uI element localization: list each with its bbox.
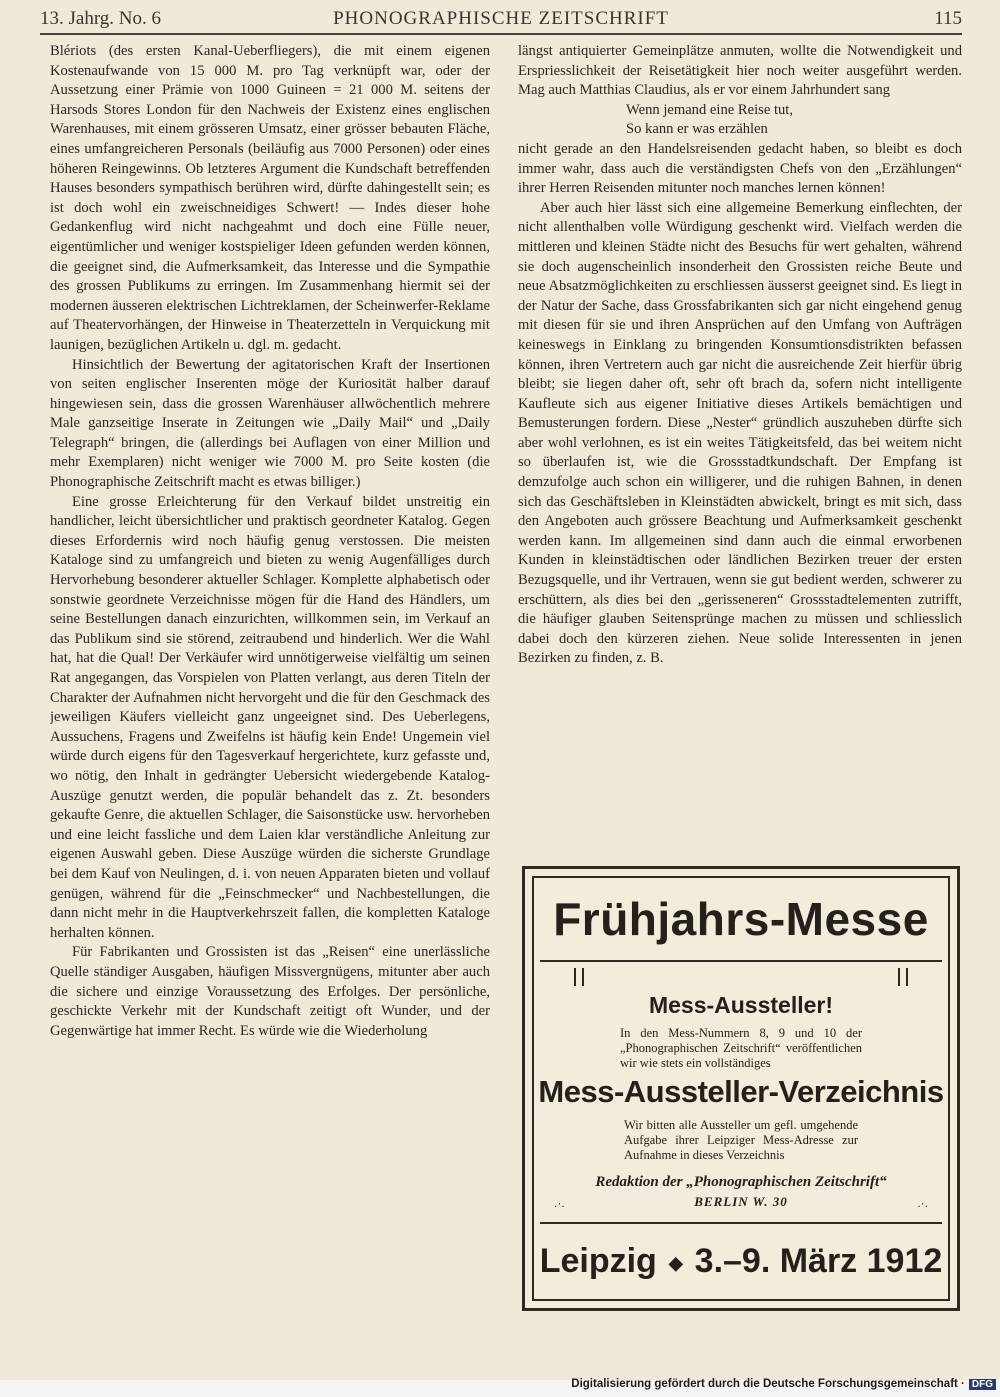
ad-city: Leipzig	[539, 1242, 657, 1280]
advertisement-inner-border	[532, 876, 950, 1301]
advertisement-box	[522, 866, 960, 1311]
ad-text-1: In den Mess-Nummern 8, 9 und 10 der „Phonographischen Zeitschrift“ veröffentlichen wir wie stets ein vollständiges	[620, 1026, 862, 1070]
ad-text-2: Wir bitten alle Aussteller um gefl. umgehende Aufgabe ihrer Leipziger Mess-Adresse zur Aufnahme in dieses Verzeichnis	[624, 1118, 858, 1162]
footer-credit-text: Digitalisierung gefördert durch die Deutsche Forschungsgemeinschaft ·	[571, 1378, 965, 1390]
ornament-icon	[574, 968, 584, 986]
right-after-verse: nicht gerade an den Handelsreisenden gedacht haben, so bleibt es doch immer wahr, dass auch die verständigsten Chefs von den „Erzählungen“ ihrer Herren Reisenden mitunter noch manches lernen können!	[518, 140, 962, 197]
left-paragraph-3: Eine grosse Erleichterung für den Verkauf bildet unstreitig ein handlicher, leicht übersichtlicher und praktisch geordneter Katalog. Gegen dieses Erfordernis wird noch häufig genug verstossen. Die meisten Kataloge sind zu umfangreich und bieten zu wenig Augenfälliges durch Hervorhebung besonderer aktueller Schlager. Komplette alphabetisch oder sonstwie geordnete Verzeichnisse mögen für die Hand des Händlers, um seine Bestellungen danach einzurichten, willkommen sein, im Verkauf an das Publikum sind sie störend, zeitraubend und hinderlich. Wer die Wahl hat, hat die Qual! Der Verkäufer wird unnötigerweise vielfältig um seinen Rat angegangen, das Vorspielen von Platten verlangt, aus deren Titeln der Charakter der Aufnahmen nicht hervorgeht und die für den Geschmack des jeweiligen Käufers vielleicht ganz ungeeignet sind. Des Ueberlegens, Aussuchens, Fragens und Zweifelns ist häufig kein Ende! Ungemein viel würde durch eigens für den Tagesverkauf hergerichtete, kurz gefasste und, wo nötig, den Inhalt in gedrängter Uebersicht wiedergebende Katalog-Auszüge genutzt werden, die populär behandelt das z. Zt. besonders gekaufte Genre, die aktuellen Schlager, die Saisonstücke usw. hervorheben und eine leicht fassliche und dem Laien klar verständliche Anleitung zur eigenen Auswahl geben. Diese Auszüge würden die sicherste Grundlage bei dem Kauf von Neulingen, d. i. von neuen Apparaten bieten und vollauf genügen, während für die „Feinschmecker“ und Nachbestellungen, die dann nicht mehr in die Hauptverkehrszeit fallen, die kompletten Kataloge herhalten können.	[50, 493, 490, 941]
ad-redaktion: Redaktion der „Phonographischen Zeitschrift“	[595, 1174, 887, 1190]
ad-title: Frühjahrs-Messe	[553, 893, 929, 945]
ornament-icon	[898, 968, 908, 986]
left-paragraph-1: Blériots (des ersten Kanal-Ueberfliegers), die mit einem eigenen Kostenaufwande von 15 000 M. pro Tag verknüpft war, oder der Aussetzung einer Prämie von 1000 Guineen = 21 000 M. seitens der Harsods Stores London für den Nachweis der Existenz eines englischen Warenhauses, mit einem grösseren Umsatz, einer grösser bebauten Fläche, eines umfangreicheren Personals (beiläufig aus 7000 Personen) oder eines höheren Reingewinns. Ob letzteres Argument die Kundschaft betreffenden Hauses besonders sympathisch berühren wird, dürfte dahingestellt sein; es ist doch wohl ein zweischneidiges Schwert! — Indes dieser hohe Gedankenflug wird nicht nachgeahmt und doch eine Fülle neuer, eigentümlicher und weniger kostspieliger Ideen gefunden werden können, die geeignet sind, die Aufmerksamkeit, das Interesse und die Sympathie des grossen Publikums zu erringen. Im Zusammenhang hiermit sei der modernen äusseren elektrischen Lichtreklamen, der Scheinwerfer-Reklame auf Theatervorhängen, der Hinweise in Theaterzetteln in Verquickung mit launigen, bezüglichen Artikeln u. dgl. m. gedacht.	[50, 43, 490, 353]
ad-headline: Mess-Aussteller-Verzeichnis	[538, 1074, 944, 1109]
journal-title: PHONOGRAPHISCHE ZEITSCHRIFT	[333, 8, 669, 29]
dfg-logo-icon: DFG	[969, 1379, 996, 1390]
left-paragraph-2: Hinsichtlich der Bewertung der agitatorischen Kraft der Insertionen von seiten englischer Inserenten möge der Kuriosität halber darauf hingewiesen sein, dass die grossen Warenhäuser allwöchentlich mehrere Male ganzseitige Inserate in Zeitungen wie „Daily Mail“ und „Daily Telegraph“ bringen, die (allerdings bei Auflagen von einer Million und mehr Exemplaren) nicht weniger wie 7000 M. pro Seite kosten (die Phonographische Zeitschrift macht es etwas billiger.)	[50, 356, 490, 491]
dots-ornament-icon: .·.	[554, 1196, 565, 1210]
left-column	[50, 42, 490, 1317]
left-paragraph-4: Für Fabrikanten und Grossisten ist das „Reisen“ eine unerlässliche Quelle ständiger Ausgaben, häufigen Missvergnügens, mitunter aber auch die sichere und einzige Voraussetzung des Erfolges. Der persönliche, geschickte Verkehr mit der Kundschaft zeitigt oft Wunder, und der Gegenwärtige hat immer Recht. Es würde wie die Wiederholung	[50, 944, 490, 1039]
ad-subtitle: Mess-Aussteller!	[648, 992, 834, 1018]
header-rule	[40, 33, 962, 35]
page-number: 115	[934, 8, 962, 29]
ad-divider	[540, 960, 942, 962]
right-intro: längst antiquierter Gemeinplätze anmuten, wollte die Notwendigkeit und Erspriesslichkeit der Reisetätigkeit hier noch weiter ausgeführt werden. Mag auch Matthias Claudius, als er vor einem Jahrhundert sang	[518, 43, 962, 99]
ad-fair-dates	[534, 1242, 948, 1281]
footer-credit	[571, 1378, 996, 1397]
verse-line-1: Wenn jemand eine Reise tut,	[626, 101, 794, 118]
ad-address: BERLIN W. 30	[694, 1194, 788, 1209]
right-column	[518, 42, 962, 850]
verse-line-2: So kann er was erzählen	[626, 121, 768, 138]
dots-ornament-icon: .·.	[917, 1196, 928, 1210]
ad-divider-2	[540, 1222, 942, 1224]
ad-dates: 3.–9. März 1912	[694, 1242, 943, 1280]
page-header	[40, 6, 962, 32]
volume-info: 13. Jahrg. No. 6	[40, 8, 162, 29]
diamond-icon: ◆	[668, 1252, 683, 1273]
right-paragraph-2: Aber auch hier lässt sich eine allgemeine Bemerkung einflechten, der nicht allenthalben volle Würdigung geschenkt wird. Vielfach werden die mittleren und kleinen Städte nicht des Besuchs für wert gehalten, während sie doch augenscheinlich insonderheit den Grossisten reiche Beute und neue Absatzmöglichkeiten zu erschliessen äusserst geeignet sind. Es liegt in der Natur der Sache, dass Grossfabrikanten sich gar nicht eingehend genug mit diesen für sie und ihren Ansprüchen auf den Umfang von Aufträgen keineswegs in Einklang zu bringenden Konsumtionsdistrikten befassen können, ihren Vertretern auch gar nicht die ausreichende Zeit hierfür übrig bleibt; sie liegen daher oft, sehr oft brach da, sofern nicht intelligente Kaufleute sich aus eigener Initiative dieses Artikels bemächtigen und Bemusterungen fordern. Diese „Nester“ gründlich auszuheben dürfte sich aber wohl verlohnen, es ist ein weites Tätigkeitsfeld, das bei weitem nicht so überlaufen ist, wie die Grossstadtkundschaft. Der Empfang ist demzufolge auch schon ein willigerer, und die ruhigen Bahnen, in denen sich das Geschäftsleben in Kleinstädten abwickelt, bringt es mit sich, dass den Angeboten auch grössere Beachtung und Aufmerksamkeit geschenkt werden kann. Im allgemeinen sind dann auch die einmal erworbenen Kunden in kleinstädtischen oder ländlichen Bezirken treuer der ersten Bezugsquelle, und ihr Vertrauen, wenn sie gut bedient werden, schwerer zu erschüttern, als dies bei den „gerisseneren“ Grossstadtelementen zutrifft, die häufiger glauben Seitensprünge machen zu müssen und schliesslich dabei doch den kürzeren ziehen. Neue solide Interessenten in jenen Bezirken zu finden, z. B.	[518, 199, 962, 667]
